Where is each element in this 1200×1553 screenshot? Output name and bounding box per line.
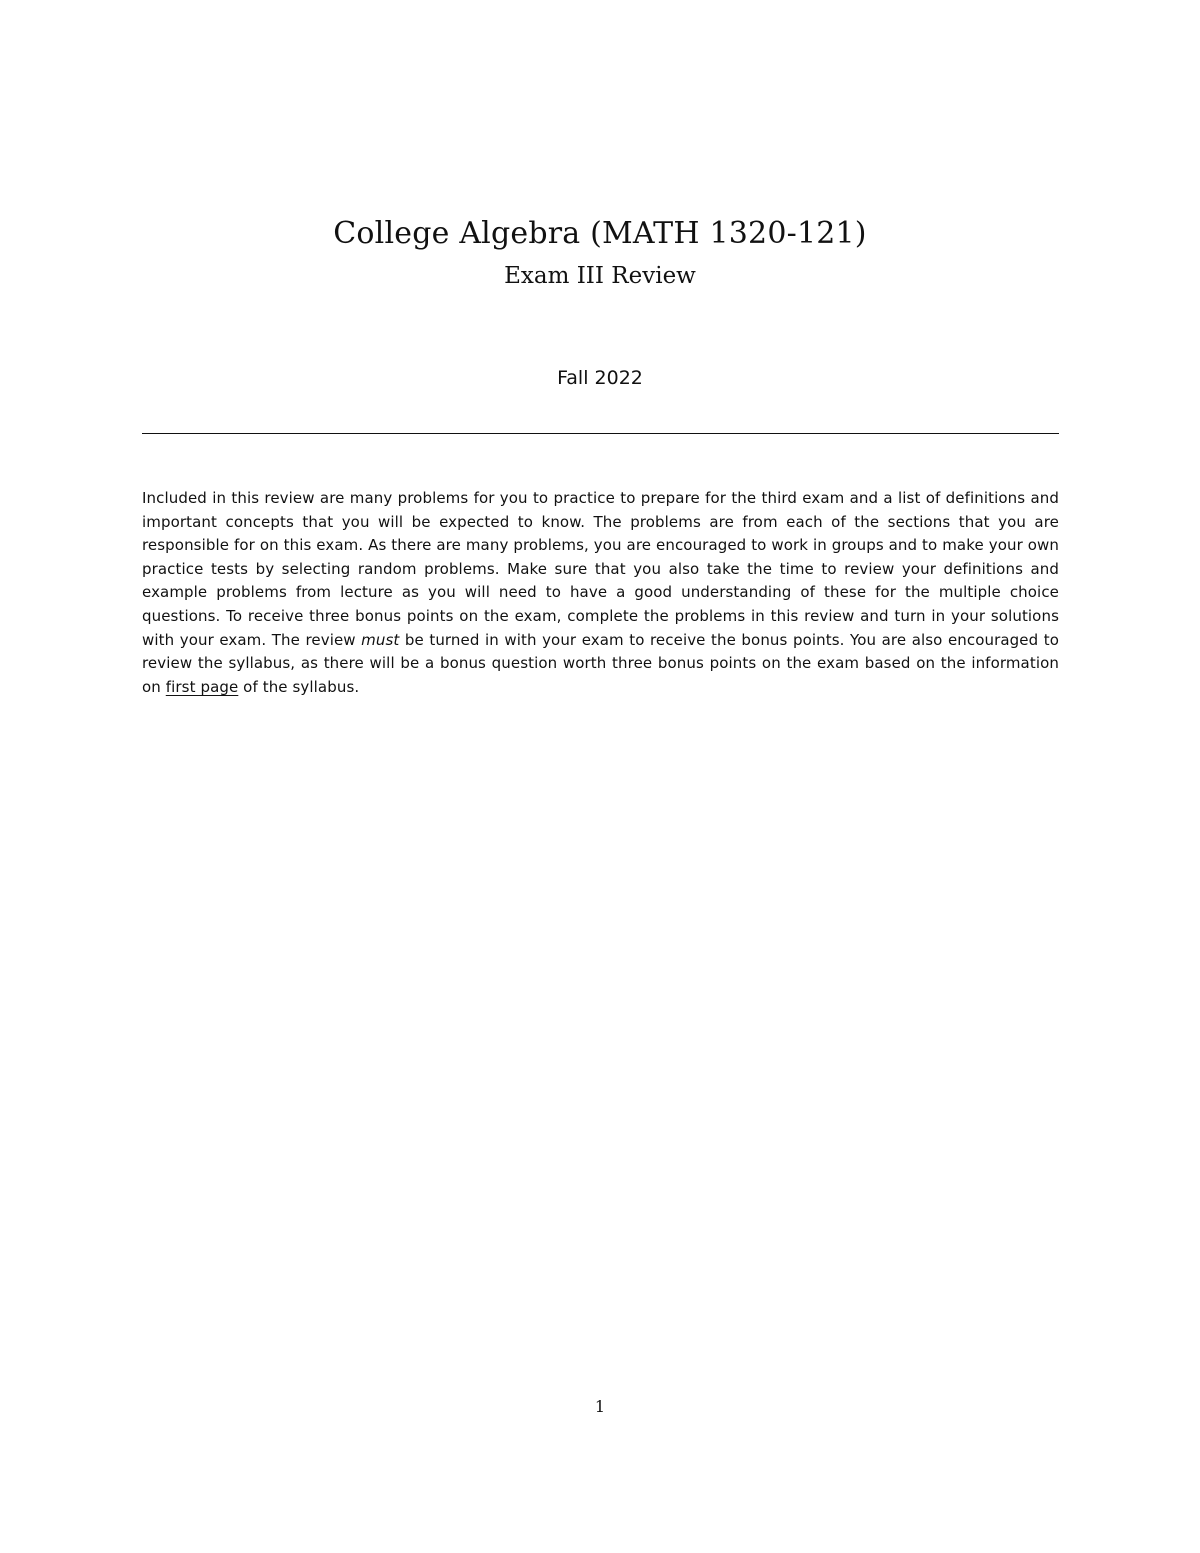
intro-text-part2: be turned in with your exam to receive the bonus points. You are also encouraged to review the syllabus, as there will be a bonus question worth three bonus points on the exam based on the information on: [142, 630, 1059, 696]
horizontal-rule: [142, 433, 1059, 434]
document-title: College Algebra (MATH 1320-121): [333, 216, 867, 251]
intro-text-part3: of the syllabus.: [238, 677, 360, 696]
intro-underlined-phrase: first page: [165, 677, 239, 696]
page-number: 1: [594, 1397, 606, 1416]
intro-paragraph: [142, 487, 1059, 699]
term-label: Fall 2022: [557, 367, 643, 389]
intro-emphasis: must: [361, 630, 400, 649]
intro-text-part1: Included in this review are many problems for you to practice to prepare for the third exam and a list of definitions and important concepts that you will be expected to know. The problems are from each of the sections that you are responsible for on this exam. As there are many problems, you are encouraged to work in groups and to make your own practice tests by selecting random problems. Make sure that you also take the time to review your definitions and example problems from lecture as you will need to have a good understanding of these for the multiple choice questions. To receive three bonus points on the exam, complete the problems in this review and turn in your solutions with your exam. The review: [142, 489, 1059, 649]
document-subtitle: Exam III Review: [504, 263, 696, 289]
